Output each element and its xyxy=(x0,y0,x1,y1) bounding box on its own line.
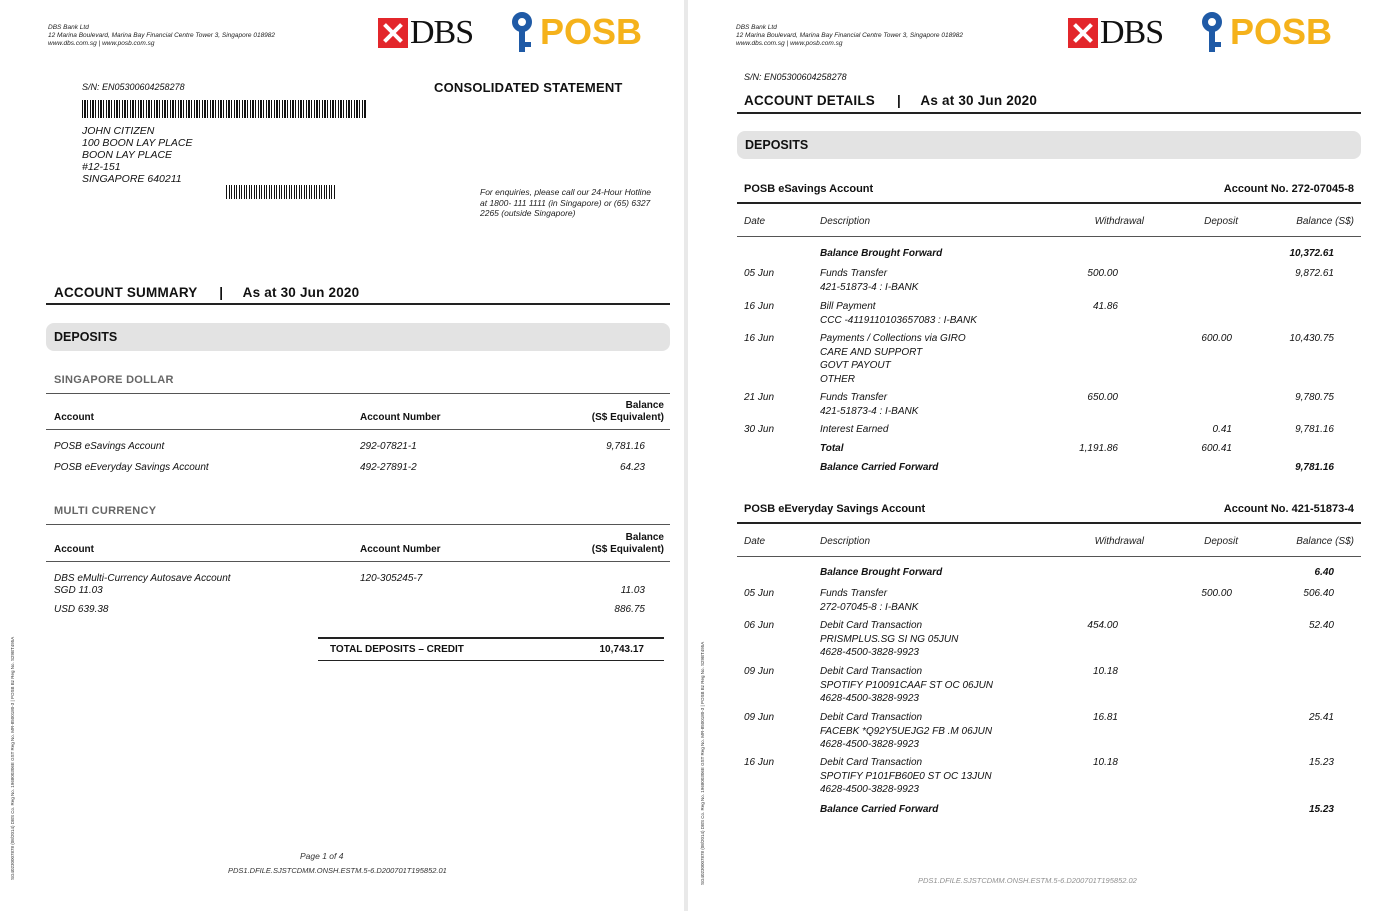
enquiry-line-2: at 1800- 111 1111 (in Singapore) or (65) 6327 xyxy=(480,197,651,208)
acct2-row-3-date: 09 Jun xyxy=(744,666,775,677)
dbs-logo-text: DBS xyxy=(410,14,474,51)
acct1-row-4-desc-line-2: 421-51873-4 : I-BANK xyxy=(820,405,919,417)
acct2-row-5-date: 16 Jun xyxy=(744,757,775,768)
acct1-bcf-label: Balance Carried Forward xyxy=(820,462,939,473)
acct1-row-5-balance: 9,781.16 xyxy=(1295,424,1334,435)
acct2-row-1-desc-line-1: Funds Transfer xyxy=(820,588,888,599)
acct2-col-deposit: Deposit xyxy=(1204,536,1238,547)
sgd-row-1-balance: 9,781.16 xyxy=(606,441,645,452)
statement-page-2 xyxy=(688,0,1374,911)
account-summary-heading xyxy=(54,285,359,300)
posb-logo-p2 xyxy=(1198,12,1332,52)
acct2-row-2-desc-line-2: PRISMPLUS.SG SI NG 05JUN xyxy=(820,633,959,645)
summary-rule xyxy=(46,303,670,305)
acct2-row-4-desc-line-2: FACEBK *Q92Y5UEJG2 FB .M 06JUN xyxy=(820,725,993,737)
acct1-row-5-date: 30 Jun xyxy=(744,424,775,435)
summary-title: ACCOUNT SUMMARY xyxy=(54,285,198,300)
acct2-header-rule xyxy=(737,556,1361,557)
bank-address: 12 Marina Boulevard, Marina Bay Financial Centre Tower 3, Singapore 018982 xyxy=(48,32,276,39)
acct1-row-3-desc-line-2: CARE AND SUPPORT xyxy=(820,346,923,358)
acct2-bbf-value: 6.40 xyxy=(1314,567,1334,578)
acct2-row-4-desc-line-1: Debit Card Transaction xyxy=(820,712,923,723)
acct1-row-1-desc-line-2: 421-51873-4 : I-BANK xyxy=(820,281,919,293)
acct1-row-4-balance: 9,780.75 xyxy=(1295,392,1334,403)
acct2-row-4-date: 09 Jun xyxy=(744,712,775,723)
acct1-col-balance: Balance (S$) xyxy=(1296,216,1354,227)
acct2-row-2-desc-line-3: 4628-4500-3828-9923 xyxy=(820,647,919,658)
acct1-rule xyxy=(737,202,1361,204)
bank-info-p2 xyxy=(736,24,963,48)
col-account: Account xyxy=(54,412,94,423)
acct2-row-3-desc-line-1: Debit Card Transaction xyxy=(820,666,923,677)
bank-web-p2: www.dbs.com.sg | www.posb.com.sg xyxy=(736,40,843,47)
footer-code: PDS1.DFILE.SJSTCDMM.ONSH.ESTM.5-6.D200701T195852.01 xyxy=(228,866,447,875)
statement-page-1 xyxy=(0,0,684,911)
enquiry-line-3: 2265 (outside Singapore) xyxy=(480,208,576,218)
acct1-row-2-withdrawal: 41.86 xyxy=(1092,301,1118,312)
acct1-row-5-desc-line-1: Interest Earned xyxy=(820,424,889,435)
enquiry-line-1: For enquiries, please call our 24-Hour Hotline xyxy=(480,187,652,197)
sgd-rule xyxy=(46,393,670,394)
multi-header-rule xyxy=(46,561,670,562)
posb-logo-text: POSB xyxy=(540,11,643,52)
acct2-row-2-date: 06 Jun xyxy=(744,620,775,631)
page-number: Page 1 of 4 xyxy=(300,851,344,861)
acct1-row-1-withdrawal: 500.00 xyxy=(1087,268,1118,279)
acct2-name: POSB eEveryday Savings Account xyxy=(744,503,926,515)
customer-name: JOHN CITIZEN xyxy=(82,125,155,137)
customer-address xyxy=(82,125,193,185)
summary-separator: | xyxy=(219,285,224,300)
multi-account-name: DBS eMulti-Currency Autosave Account xyxy=(54,573,231,584)
acct2-row-1-date: 05 Jun xyxy=(744,588,775,599)
acct2-col-balance: Balance (S$) xyxy=(1296,536,1354,547)
dbs-star-icon xyxy=(1068,18,1098,48)
multi-sgd-value: 11.03 xyxy=(620,585,645,596)
acct1-row-1-date: 05 Jun xyxy=(744,268,775,279)
total-bottom-rule xyxy=(318,660,664,661)
sgd-row-1-number: 292-07821-1 xyxy=(360,441,417,452)
posb-logo-text-p2: POSB xyxy=(1230,11,1333,52)
multi-col-balance-line-1: Balance xyxy=(625,532,664,543)
acct2-col-date: Date xyxy=(744,536,766,547)
acct1-row-2-desc-line-2: CCC -4119110103657083 : I-BANK xyxy=(820,314,977,326)
acct1-row-2-date: 16 Jun xyxy=(744,301,775,312)
acct1-row-4-desc-line-1: Funds Transfer xyxy=(820,392,888,403)
acct1-bbf-label: Balance Brought Forward xyxy=(820,248,943,259)
side-registration-text: SG40230007878 (08/2014) DBS Co. Reg No. 196800306E GST Reg No. MR-8500180-3 | POSB Bz Reg No. S29BT495A xyxy=(10,636,15,880)
acct2-row-1-desc-line-2: 272-07045-8 : I-BANK xyxy=(820,601,919,613)
acct2-row-4-balance: 25.41 xyxy=(1308,712,1334,723)
dbs-logo-p2 xyxy=(1068,16,1163,50)
acct1-col-deposit: Deposit xyxy=(1204,216,1238,227)
acct2-row-5-balance: 15.23 xyxy=(1308,757,1334,768)
acct1-col-date: Date xyxy=(744,216,766,227)
multi-col-balance-line-2: (S$ Equivalent) xyxy=(591,544,664,555)
acct1-bbf-value: 10,372.61 xyxy=(1289,248,1334,259)
acct1-bcf-value: 9,781.16 xyxy=(1295,462,1334,473)
bank-name: DBS Bank Ltd xyxy=(48,24,89,31)
acct2-row-5-desc-line-3: 4628-4500-3828-9923 xyxy=(820,784,919,795)
acct2-row-3-desc-line-3: 4628-4500-3828-9923 xyxy=(820,693,919,704)
acct2-row-3-withdrawal: 10.18 xyxy=(1092,666,1118,677)
acct1-row-4-withdrawal: 650.00 xyxy=(1087,392,1118,403)
statement-title: CONSOLIDATED STATEMENT xyxy=(434,80,623,95)
acct2-row-5-desc-line-2: SPOTIFY P101FB60E0 ST OC 13JUN xyxy=(820,770,992,782)
acct2-bbf-label: Balance Brought Forward xyxy=(820,567,943,578)
sgd-row-1-account: POSB eSavings Account xyxy=(54,441,165,452)
acct1-row-4-date: 21 Jun xyxy=(744,392,775,403)
address-line-2: BOON LAY PLACE xyxy=(82,149,173,161)
total-deposits-label: TOTAL DEPOSITS – CREDIT xyxy=(330,644,464,655)
sgd-section-label: SINGAPORE DOLLAR xyxy=(54,374,174,386)
multi-col-account: Account xyxy=(54,544,94,555)
posb-logo xyxy=(508,12,642,52)
acct1-total-label: Total xyxy=(820,443,844,454)
details-date: As at 30 Jun 2020 xyxy=(920,93,1038,108)
footer-code-p2: PDS1.DFILE.SJSTCDMM.ONSH.ESTM.5-6.D200701T195852.02 xyxy=(918,876,1137,885)
acct1-col-withdrawal: Withdrawal xyxy=(1094,216,1144,227)
barcode xyxy=(82,100,366,118)
details-rule xyxy=(737,112,1361,114)
posb-key-icon xyxy=(1198,12,1226,52)
col-balance xyxy=(560,400,664,424)
acct1-col-desc: Description xyxy=(820,216,871,227)
acct2-row-4-desc-line-3: 4628-4500-3828-9923 xyxy=(820,739,919,750)
deposits-band-p2: DEPOSITS xyxy=(737,131,1361,159)
acct2-row-2-desc-line-1: Debit Card Transaction xyxy=(820,620,923,631)
acct1-row-3-date: 16 Jun xyxy=(744,333,775,344)
account-details-heading xyxy=(744,93,1037,108)
dbs-star-icon xyxy=(378,18,408,48)
bank-info xyxy=(48,24,275,48)
col-account-number: Account Number xyxy=(360,412,441,423)
acct1-row-3-deposit: 600.00 xyxy=(1201,333,1232,344)
multi-sgd-label: SGD 11.03 xyxy=(54,585,103,596)
acct1-row-3-desc-line-3: GOVT PAYOUT xyxy=(820,360,891,371)
serial-number-p2: S/N: EN05300604258278 xyxy=(744,72,847,82)
acct1-header-rule xyxy=(737,236,1361,237)
col-balance-line-2: (S$ Equivalent) xyxy=(591,412,664,423)
details-separator: | xyxy=(896,93,901,108)
acct2-row-1-balance: 506.40 xyxy=(1303,588,1334,599)
acct1-total-withdrawal: 1,191.86 xyxy=(1079,443,1118,454)
acct2-row-4-withdrawal: 16.81 xyxy=(1092,712,1118,723)
acct1-row-1-balance: 9,872.61 xyxy=(1295,268,1334,279)
postal-barcode xyxy=(226,185,336,199)
acct2-bcf-value: 15.23 xyxy=(1308,804,1334,815)
acct2-rule xyxy=(737,522,1361,524)
total-deposits-value: 10,743.17 xyxy=(599,644,644,655)
acct2-number: Account No. 421-51873-4 xyxy=(1223,503,1354,515)
deposits-band: DEPOSITS xyxy=(46,323,670,351)
dbs-logo xyxy=(378,16,473,50)
bank-address-p2: 12 Marina Boulevard, Marina Bay Financial Centre Tower 3, Singapore 018982 xyxy=(736,32,964,39)
details-title: ACCOUNT DETAILS xyxy=(744,93,875,108)
acct1-row-2-desc-line-1: Bill Payment xyxy=(820,301,876,312)
sgd-header-rule xyxy=(46,429,670,430)
posb-key-icon xyxy=(508,12,536,52)
multi-col-balance xyxy=(560,532,664,556)
acct1-row-1-desc-line-1: Funds Transfer xyxy=(820,268,888,279)
bank-web: www.dbs.com.sg | www.posb.com.sg xyxy=(48,40,155,47)
serial-number: S/N: EN05300604258278 xyxy=(82,82,185,92)
multi-col-account-number: Account Number xyxy=(360,544,441,555)
multi-section-label: MULTI CURRENCY xyxy=(54,505,157,517)
col-balance-line-1: Balance xyxy=(625,400,664,411)
acct2-row-1-deposit: 500.00 xyxy=(1201,588,1232,599)
bank-name-p2: DBS Bank Ltd xyxy=(736,24,777,31)
acct1-row-5-deposit: 0.41 xyxy=(1212,424,1232,435)
summary-date: As at 30 Jun 2020 xyxy=(242,285,360,300)
acct1-number: Account No. 272-07045-8 xyxy=(1223,183,1354,195)
address-line-1: 100 BOON LAY PLACE xyxy=(82,137,193,149)
acct1-total-deposit: 600.41 xyxy=(1201,443,1232,454)
total-top-rule xyxy=(318,637,664,639)
address-line-3: #12-151 xyxy=(82,161,121,173)
acct2-col-desc: Description xyxy=(820,536,871,547)
multi-usd-label: USD 639.38 xyxy=(54,604,109,615)
side-registration-text-p2: SG40230007878 (08/2014) DBS Co. Reg No. 196800306E GST Reg No. MR-8500180-3 | POSB Bz Reg No. S29BT495A xyxy=(700,641,705,885)
acct2-row-2-withdrawal: 454.00 xyxy=(1087,620,1118,631)
enquiry-note xyxy=(480,187,651,219)
sgd-row-2-number: 492-27891-2 xyxy=(360,462,417,473)
sgd-row-2-balance: 64.23 xyxy=(619,462,645,473)
sgd-row-2-account: POSB eEveryday Savings Account xyxy=(54,462,209,473)
multi-rule xyxy=(46,524,670,525)
acct2-row-5-withdrawal: 10.18 xyxy=(1092,757,1118,768)
acct2-row-5-desc-line-1: Debit Card Transaction xyxy=(820,757,923,768)
dbs-logo-text-p2: DBS xyxy=(1100,14,1164,51)
multi-account-number: 120-305245-7 xyxy=(360,573,423,584)
address-line-4: SINGAPORE 640211 xyxy=(82,173,182,185)
multi-usd-value: 886.75 xyxy=(614,604,645,615)
acct1-row-3-balance: 10,430.75 xyxy=(1289,333,1334,344)
acct2-bcf-label: Balance Carried Forward xyxy=(820,804,939,815)
acct2-row-3-desc-line-2: SPOTIFY P10091CAAF ST OC 06JUN xyxy=(820,679,994,691)
acct1-row-3-desc-line-1: Payments / Collections via GIRO xyxy=(820,333,966,344)
acct1-row-3-desc-line-4: OTHER xyxy=(820,373,855,385)
acct2-row-2-balance: 52.40 xyxy=(1308,620,1334,631)
acct2-col-withdrawal: Withdrawal xyxy=(1094,536,1144,547)
acct1-name: POSB eSavings Account xyxy=(744,183,874,195)
